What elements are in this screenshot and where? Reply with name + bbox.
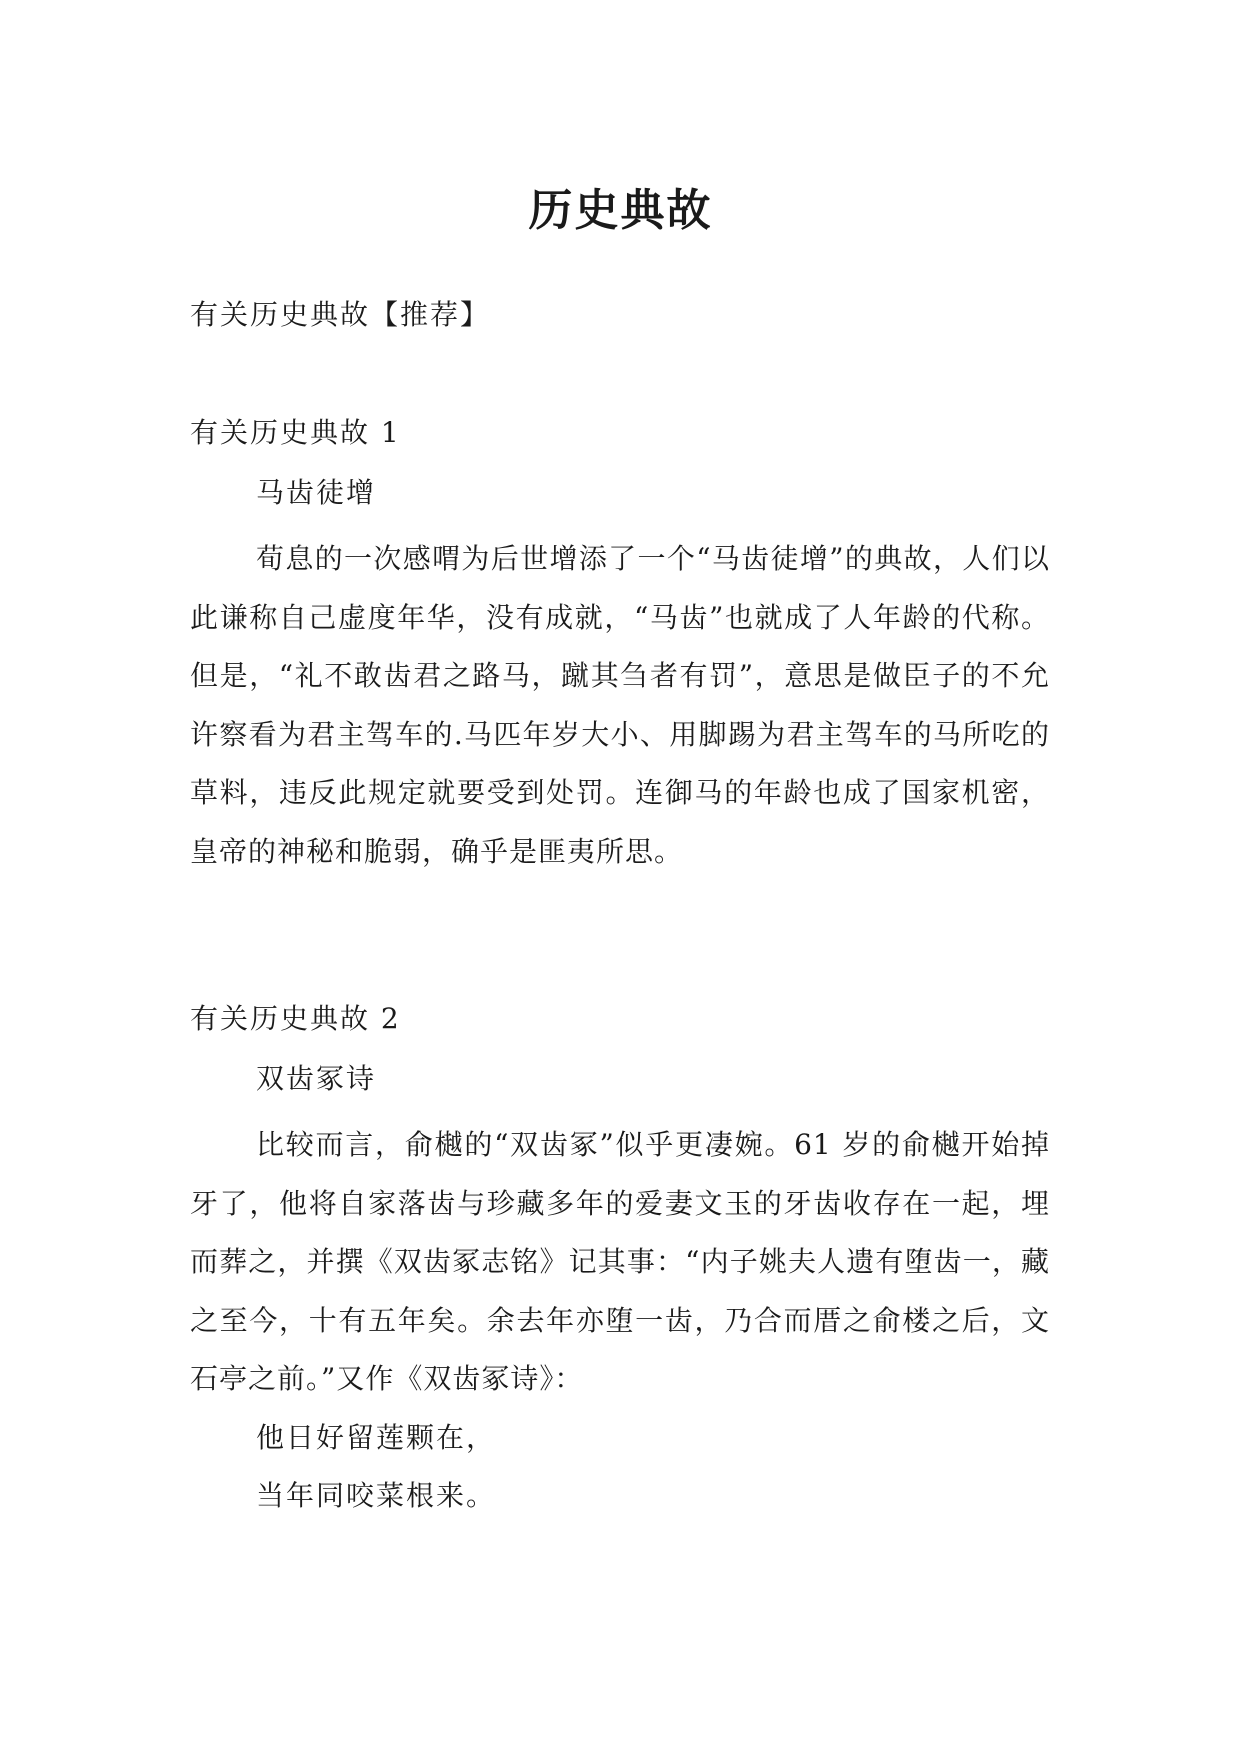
poem-line: 当年同咬菜根来。 <box>256 1479 497 1512</box>
story-title: 双齿冢诗 <box>256 1062 377 1095</box>
body-paragraph: 比较而言，俞樾的“双齿冢”似乎更凄婉。61 岁的俞樾开始掉牙了，他将自家落齿与珍藏多年的爱妻文玉的牙齿收存在一起，埋而葬之，并撰《双齿冢志铭》记其事：“内子姚夫人遗有堕齿一，藏之至今，十有五年矣。余去年亦堕一齿，乃合而厝之俞楼之后，文石亭之前。”又作《双齿冢诗》： <box>190 1128 1050 1395</box>
story-title: 马齿徒增 <box>256 476 377 509</box>
section-2 <box>190 998 1050 1526</box>
poem-line: 他日好留莲颗在， <box>256 1420 497 1454</box>
body-paragraph: 荀息的一次感喟为后世增添了一个“马齿徒增”的典故，人们以此谦称自己虚度年华，没有成就，“马齿”也就成了人年龄的代称。但是，“礼不敢齿君之路马，蹴其刍者有罚”，意思是做臣子的不允许察看为君主驾车的.马匹年岁大小、用脚踢为君主驾车的马所吃的草料，违反此规定就要受到处罚。连御马的年龄也成了国家机密，皇帝的神秘和脆弱，确乎是匪夷所思。 <box>190 542 1050 868</box>
section-heading: 有关历史典故 2 <box>190 1002 401 1035</box>
section-heading: 有关历史典故 1 <box>190 416 401 449</box>
document-title: 历史典故 <box>528 185 713 237</box>
section-1 <box>190 412 1050 881</box>
document-subtitle: 有关历史典故【推荐】 <box>190 298 491 331</box>
